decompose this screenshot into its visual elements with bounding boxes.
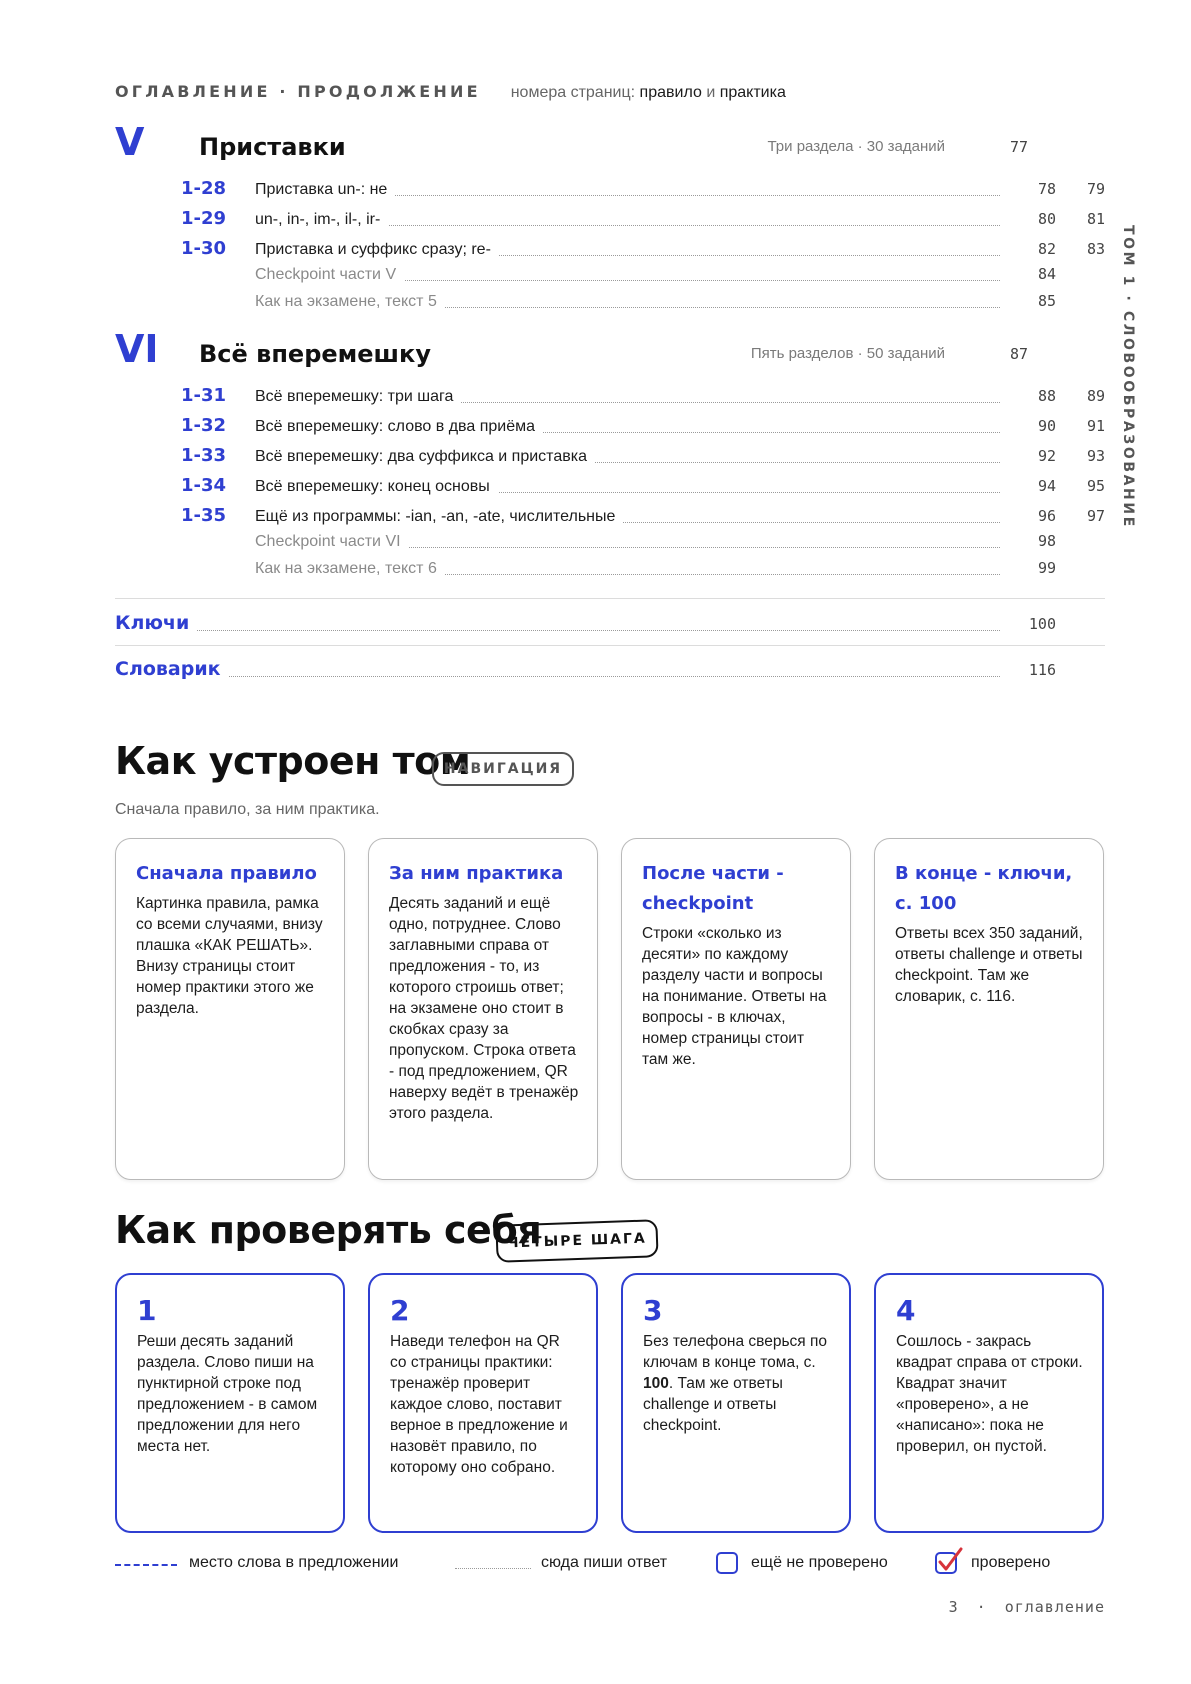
toc-row-exam[interactable] [115, 289, 1105, 315]
rule-page: 78 [1037, 180, 1056, 198]
header-kicker: ОГЛАВЛЕНИЕ · ПРОДОЛЖЕНИЕ [115, 82, 481, 101]
section-label: Checkpoint части V [255, 265, 404, 285]
practice-page: 89 [1086, 387, 1105, 405]
section-code: 1-29 [181, 208, 227, 229]
section-code: 1-34 [181, 475, 227, 496]
rule-page: 82 [1037, 240, 1056, 258]
toc-row-checkpoint[interactable] [115, 262, 1105, 288]
divider [115, 645, 1105, 646]
part-title: Всё вперемешку [199, 340, 431, 368]
section-label: Всё вперемешку: конец основы [255, 477, 498, 497]
rule-page: 96 [1037, 507, 1056, 525]
card-title: В конце - ключи, с. 100 [895, 863, 1073, 914]
part-meta: Пять разделов · 50 заданий [750, 345, 945, 362]
structure-card-keys [874, 838, 1104, 1180]
check-step-2 [368, 1273, 598, 1533]
structure-subtitle: Сначала правило, за ним практика. [115, 801, 380, 818]
toc-part-v [115, 120, 1105, 310]
divider [115, 598, 1105, 599]
step-body: Реши десять заданий раздела. Слово пиши на пунктирной строке под предложением - в самом предложении для него места нет. [137, 1333, 318, 1455]
practice-page: 81 [1086, 210, 1105, 228]
section-label: Приставка и суффикс сразу; re- [255, 240, 499, 260]
structure-title: Как устроен том [115, 739, 471, 783]
legend-unchecked-label: ещё не проверено [751, 1554, 888, 1571]
unchecked-box-icon [716, 1552, 738, 1574]
extra-page: 116 [1028, 661, 1056, 679]
check-tag: ЧЕТЫРЕ ШАГА [495, 1219, 658, 1263]
rule-page: 90 [1037, 417, 1056, 435]
header-note-practice: практика [719, 84, 786, 101]
toc-part-vi [115, 329, 1105, 589]
card-title: Сначала правило [136, 863, 317, 884]
check-step-4 [874, 1273, 1104, 1533]
section-label: Приставка un-: не [255, 180, 395, 200]
extra-label: Словарик [115, 656, 229, 682]
dotted-answer-line [455, 1568, 531, 1569]
leader-dots [115, 676, 1000, 677]
structure-card-checkpoint [621, 838, 851, 1180]
leader-dots [115, 630, 1000, 631]
step-number: 2 [390, 1294, 410, 1327]
side-volume-text: ТОМ 1 · СЛОВООБРАЗОВАНИЕ [1120, 225, 1136, 529]
toc-row-exam[interactable] [115, 556, 1105, 582]
section-label: Как на экзамене, текст 6 [255, 559, 445, 579]
practice-page: 93 [1086, 447, 1105, 465]
toc-row[interactable] [115, 384, 1105, 410]
card-body: Картинка правила, рамка со всеми случаями, внизу плашка «КАК РЕШАТЬ». Внизу страницы стоит номер практики этого же раздела. [136, 895, 323, 1017]
section-label: Checkpoint части VI [255, 532, 409, 552]
rule-page: 84 [1037, 265, 1056, 283]
toc-extra-keys[interactable] [115, 610, 1105, 640]
step-number: 3 [643, 1294, 663, 1327]
part-meta: Три раздела · 30 заданий [767, 138, 945, 155]
part-page: 87 [1010, 345, 1029, 363]
toc-row[interactable] [115, 237, 1105, 263]
toc-extra-glossary[interactable] [115, 656, 1105, 686]
rule-page: 80 [1037, 210, 1056, 228]
part-page: 77 [1010, 138, 1029, 156]
legend-checked-label: проверено [971, 1554, 1051, 1571]
toc-row[interactable] [115, 414, 1105, 440]
section-code: 1-31 [181, 385, 227, 406]
structure-card-practice [368, 838, 598, 1180]
check-title: Как проверять себя [115, 1208, 542, 1252]
section-label: un-, in-, im-, il-, ir- [255, 210, 388, 230]
step-number: 1 [137, 1294, 157, 1327]
toc-row[interactable] [115, 444, 1105, 470]
page-number: 3 [948, 1598, 959, 1616]
section-code: 1-33 [181, 445, 227, 466]
card-body: Строки «сколько из десяти» по каждому разделу части и вопросы на понимание. Ответы на вопросы - в ключах, номер страницы стоит там же. [642, 925, 827, 1068]
toc-row[interactable] [115, 504, 1105, 530]
section-code: 1-35 [181, 505, 227, 526]
header-note [511, 84, 786, 102]
page-footer [0, 1598, 1105, 1616]
section-code: 1-32 [181, 415, 227, 436]
practice-page: 97 [1086, 507, 1105, 525]
header-note-rule: правило [639, 84, 702, 101]
rule-page: 94 [1037, 477, 1056, 495]
legend-blank-label: место слова в предложении [189, 1554, 399, 1571]
extra-label: Ключи [115, 610, 197, 636]
dashed-blank-line [115, 1564, 177, 1566]
section-label: Всё вперемешку: три шага [255, 387, 461, 407]
practice-page: 95 [1086, 477, 1105, 495]
section-code: 1-30 [181, 238, 227, 259]
toc-row[interactable] [115, 177, 1105, 203]
check-step-3 [621, 1273, 851, 1533]
running-header [115, 82, 786, 106]
section-label: Ещё из программы: -ian, -an, -ate, числительные [255, 507, 623, 527]
practice-page: 79 [1086, 180, 1105, 198]
rule-page: 85 [1037, 292, 1056, 310]
card-body: Ответы всех 350 заданий, ответы challenge и ответы checkpoint. Там же словарик, с. 116. [895, 925, 1083, 1005]
step-body-end: . Там же ответы challenge и ответы checkpoint. [643, 1375, 783, 1434]
practice-page: 83 [1086, 240, 1105, 258]
step-body [643, 1331, 831, 1436]
part-number: VI [115, 327, 159, 371]
step-number: 4 [896, 1294, 916, 1327]
legend [115, 1550, 1105, 1580]
toc-row-checkpoint[interactable] [115, 529, 1105, 555]
header-note-prefix: номера страниц: [510, 84, 636, 101]
section-label: Всё вперемешку: два суффикса и приставка [255, 447, 595, 467]
step-body: Сошлось - закрась квадрат справа от строки. Квадрат значит «проверено», а не «написано»: пока не проверил, он пустой. [896, 1333, 1083, 1455]
check-step-1 [115, 1273, 345, 1533]
rule-page: 88 [1037, 387, 1056, 405]
check-mark-icon [935, 1546, 965, 1576]
step-body: Наведи телефон на QR со страницы практики: тренажёр проверит каждое слово, поставит верное в предложение и назовёт правило, по которому оно собрано. [390, 1333, 568, 1476]
structure-card-rule [115, 838, 345, 1180]
footer-separator: · [976, 1598, 987, 1616]
card-title: После части - checkpoint [642, 863, 784, 914]
card-body: Десять заданий и ещё одно, потруднее. Слово заглавными справа от предложения - то, из которого строишь ответ; на экзамене оно стоит в скобках сразу за пропуском. Строка ответа - под предложением, QR наверху ведёт в тренажёр этого раздела. [389, 895, 579, 1122]
header-note-and: и [706, 84, 716, 101]
part-number: V [115, 120, 145, 164]
extra-page: 100 [1028, 615, 1056, 633]
card-title: За ним практика [389, 863, 564, 884]
section-code: 1-28 [181, 178, 227, 199]
legend-answer-label: сюда пиши ответ [541, 1554, 668, 1571]
rule-page: 92 [1037, 447, 1056, 465]
checked-box-icon [935, 1552, 957, 1574]
section-label: Всё вперемешку: слово в два приёма [255, 417, 543, 437]
step-body-page: 100 [643, 1375, 669, 1392]
step-body-start: Без телефона сверься по ключам в конце тома, с. [643, 1333, 828, 1371]
rule-page: 99 [1037, 559, 1056, 577]
rule-page: 98 [1037, 532, 1056, 550]
footer-label: оглавление [1004, 1598, 1105, 1616]
structure-tag: НАВИГАЦИЯ [432, 752, 574, 786]
practice-page: 91 [1086, 417, 1105, 435]
side-volume-label [1118, 225, 1142, 529]
toc-row[interactable] [115, 474, 1105, 500]
part-title: Приставки [199, 133, 346, 161]
toc-row[interactable] [115, 207, 1105, 233]
section-label: Как на экзамене, текст 5 [255, 292, 445, 312]
